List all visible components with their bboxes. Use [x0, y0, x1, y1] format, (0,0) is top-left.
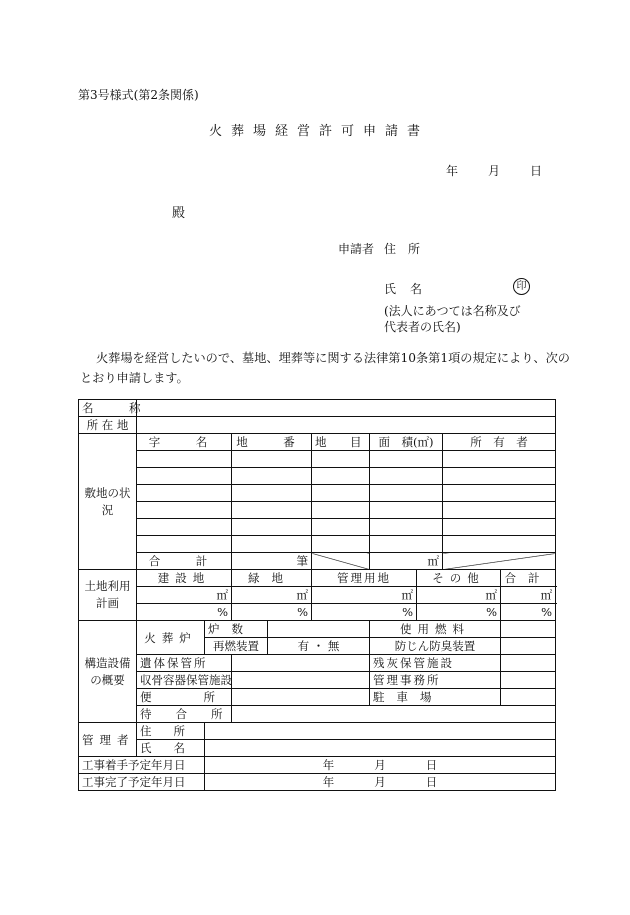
start-month: 月: [374, 758, 386, 772]
location-label: 所 在 地: [79, 417, 137, 434]
site-total-blank: [312, 553, 370, 570]
date-month: 月: [488, 164, 501, 178]
parking-label: 駐車場: [370, 689, 501, 706]
land-use-pct-cell[interactable]: %: [232, 604, 312, 621]
land-use-area-cell[interactable]: ㎡: [232, 587, 312, 604]
urn-storage-label: 収骨容器保管施設: [137, 672, 232, 689]
body-storage-label: 遺体保管所: [137, 655, 232, 672]
end-day: 日: [425, 775, 438, 789]
urn-storage-field[interactable]: [232, 672, 370, 689]
site-cell[interactable]: [443, 519, 556, 536]
reburner-yes-no[interactable]: 有 ・ 無: [268, 638, 370, 655]
site-header-aza: 字 名: [137, 434, 232, 451]
dust-odor-field[interactable]: [501, 638, 556, 655]
corporate-note-line2: 代表者の氏名): [384, 320, 461, 334]
end-year: 年: [322, 775, 335, 789]
site-cell[interactable]: [312, 502, 370, 519]
site-row: [79, 485, 556, 502]
parking-field[interactable]: [501, 689, 556, 706]
site-header-chiban: 地 番: [232, 434, 312, 451]
date-day: 日: [530, 164, 543, 178]
site-cell[interactable]: [370, 536, 443, 553]
site-owner-blank: [443, 553, 556, 570]
applicant-address-label: 住 所: [384, 242, 421, 256]
body-text-line2: とおり申請します。: [80, 371, 189, 385]
location-field[interactable]: [137, 417, 556, 434]
ash-storage-label: 残灰保管施設: [370, 655, 501, 672]
facilities-label: 構造設備の概要: [79, 621, 137, 723]
application-form-table: [78, 399, 556, 791]
manager-address-label: 住所: [137, 723, 205, 740]
name-label: 名 称: [79, 400, 137, 417]
site-row: [79, 536, 556, 553]
site-cell[interactable]: [312, 451, 370, 468]
dust-odor-label: 防じん防臭装置: [370, 638, 501, 655]
fuel-label: 使用燃料: [370, 621, 501, 638]
date-year: 年: [446, 164, 459, 178]
site-row: [79, 468, 556, 485]
fuel-field[interactable]: [501, 621, 556, 638]
site-cell[interactable]: [232, 485, 312, 502]
site-cell[interactable]: [137, 451, 232, 468]
site-cell[interactable]: [232, 536, 312, 553]
site-total-label: 合 計: [137, 553, 232, 570]
site-cell[interactable]: [370, 502, 443, 519]
site-cell[interactable]: [312, 519, 370, 536]
toilet-label: [137, 689, 267, 706]
land-use-header-other: その他: [417, 570, 501, 587]
ash-storage-field[interactable]: [501, 655, 556, 672]
applicant-label: 申請者: [338, 242, 375, 256]
addressee-suffix: 殿: [172, 206, 186, 221]
page-title: 火葬場経営許可申請書: [208, 124, 429, 139]
body-storage-field[interactable]: [232, 655, 370, 672]
manager-label: 管理者: [79, 723, 137, 757]
site-status-label: 敷地の状況: [79, 434, 137, 570]
site-row: [79, 519, 556, 536]
site-cell[interactable]: [232, 502, 312, 519]
site-cell[interactable]: [232, 519, 312, 536]
land-use-area-row: [79, 587, 556, 604]
site-cell[interactable]: [370, 485, 443, 502]
end-month: 月: [374, 775, 386, 789]
site-cell[interactable]: [137, 502, 232, 519]
corporate-note-line1: (法人にあつては名称及び: [384, 304, 521, 318]
furnace-count-field[interactable]: [268, 621, 370, 638]
site-header-area: 面 積(㎡): [370, 434, 443, 451]
toilet-text: 便所: [140, 690, 267, 704]
land-use-area-cell[interactable]: ㎡: [501, 587, 556, 604]
site-cell[interactable]: [443, 502, 556, 519]
site-cell[interactable]: [443, 451, 556, 468]
start-year: 年: [322, 758, 335, 772]
site-cell[interactable]: [137, 485, 232, 502]
land-use-header-management: 管理用地: [312, 570, 417, 587]
waiting-label: 待合所: [137, 706, 232, 723]
land-use-pct-cell[interactable]: %: [501, 604, 556, 621]
land-use-pct-cell[interactable]: %: [417, 604, 501, 621]
site-cell[interactable]: [232, 468, 312, 485]
site-cell[interactable]: [443, 468, 556, 485]
waiting-field[interactable]: [232, 706, 556, 723]
land-use-header-total: 合計: [501, 570, 556, 587]
site-cell[interactable]: [312, 536, 370, 553]
site-total-row: [79, 553, 556, 570]
land-use-area-cell[interactable]: ㎡: [417, 587, 501, 604]
seal-mark: 印: [513, 278, 530, 295]
site-cell[interactable]: [232, 451, 312, 468]
site-cell[interactable]: [137, 468, 232, 485]
applicant-name-label: 氏名: [384, 282, 437, 296]
body-text-line1: 火葬場を経営したいので、墓地、埋葬等に関する法律第10条第1項の規定により、次の: [96, 351, 570, 365]
start-date-field[interactable]: [205, 757, 556, 774]
land-use-header-green: 緑地: [232, 570, 312, 587]
land-use-area-cell[interactable]: ㎡: [137, 587, 232, 604]
site-row: [79, 502, 556, 519]
site-row: [79, 451, 556, 468]
site-cell[interactable]: [370, 451, 443, 468]
name-field[interactable]: [137, 400, 556, 417]
furnace-count-label: 炉数: [205, 621, 268, 638]
land-use-area-cell[interactable]: ㎡: [312, 587, 417, 604]
office-field[interactable]: [501, 672, 556, 689]
manager-address-field[interactable]: [205, 723, 556, 740]
start-day: 日: [425, 758, 438, 772]
land-use-label: 土地利用計画: [79, 570, 137, 621]
site-cell[interactable]: [370, 519, 443, 536]
site-header-chimoku: 地 目: [312, 434, 370, 451]
manager-name-label: 氏名: [137, 740, 205, 757]
office-label: 管理事務所: [370, 672, 501, 689]
application-date: [446, 162, 542, 179]
site-total-parcels[interactable]: 筆: [232, 553, 312, 570]
site-header-owner: 所 有 者: [443, 434, 556, 451]
site-total-area[interactable]: ㎡: [370, 553, 443, 570]
end-date-label: 工事完了予定年月日: [79, 774, 205, 791]
end-date-field[interactable]: [205, 774, 556, 791]
land-use-pct-row: [79, 604, 556, 621]
reburner-label: 再燃装置: [205, 638, 268, 655]
land-use-pct-cell[interactable]: %: [312, 604, 417, 621]
site-cell[interactable]: [137, 536, 232, 553]
site-cell[interactable]: [370, 468, 443, 485]
land-use-pct-cell[interactable]: %: [137, 604, 232, 621]
form-number: 第3号様式(第2条関係): [78, 88, 199, 102]
site-cell[interactable]: [312, 485, 370, 502]
land-use-header-building: 建設地: [137, 570, 232, 587]
site-cell[interactable]: [137, 519, 232, 536]
start-date-label: 工事着手予定年月日: [79, 757, 205, 774]
site-cell[interactable]: [312, 468, 370, 485]
site-cell[interactable]: [443, 536, 556, 553]
crematorium-label: 火葬炉: [137, 621, 205, 655]
site-cell[interactable]: [443, 485, 556, 502]
manager-name-field[interactable]: [205, 740, 556, 757]
